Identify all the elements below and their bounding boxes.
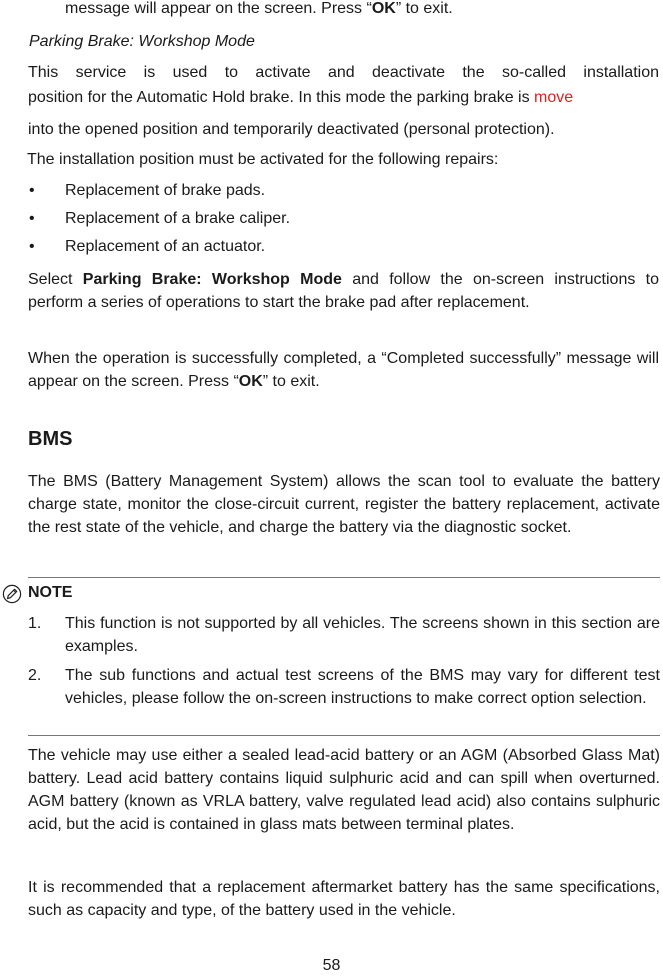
list-item: Replacement of an actuator.	[65, 238, 266, 255]
highlighted-word: move	[534, 89, 574, 106]
bullet-icon: •	[29, 238, 35, 255]
workshop-para-line2: position for the Automatic Hold brake. In this mode the parking brake is move	[28, 89, 574, 106]
note-item: The sub functions and actual test screens of the BMS may vary for different test vehicles, please follow the on-screen instructions to make correct option selection.	[65, 667, 660, 707]
note-item-number: 1.	[28, 615, 42, 632]
bullet-icon: •	[29, 210, 35, 227]
workshop-para-line1: This service is used to activate and deactivate the so-called installation	[28, 64, 659, 81]
battery-para: The vehicle may use either a sealed lead-acid battery or an AGM (Absorbed Glass Mat) battery. Lead acid battery contains liquid sulphuric acid and can spill when overturned. AGM battery (known as VRLA battery, valve regulated lead acid) also contains sulphuric acid, but the acid is contained in glass mats between terminal plates.	[28, 747, 660, 833]
bms-para: The BMS (Battery Management System) allows the scan tool to evaluate the battery charge state, monitor the close-circuit current, register the battery replacement, activate the rest state of the vehicle, and charge the battery via the diagnostic socket.	[28, 473, 660, 536]
completed-para: When the operation is successfully completed, a “Completed successfully” message will appear on the screen. Press “OK” to exit.	[28, 350, 659, 390]
list-item: Replacement of brake pads.	[65, 182, 266, 199]
page-number: 58	[322, 957, 341, 974]
workshop-para-line3: into the opened position and temporarily deactivated (personal protection).	[28, 121, 555, 138]
bms-heading: BMS	[28, 428, 73, 450]
recommend-para: It is recommended that a replacement aftermarket battery has the same specifications, such as capacity and type, of the battery used in the vehicle.	[28, 879, 660, 919]
note-item-number: 2.	[28, 667, 42, 684]
note-top-rule	[28, 577, 660, 578]
note-title: NOTE	[28, 584, 73, 601]
note-item: This function is not supported by all vehicles. The screens shown in this section are examples.	[65, 615, 660, 655]
pencil-icon	[2, 584, 22, 604]
bullet-icon: •	[29, 182, 35, 199]
note-bottom-rule	[28, 735, 660, 736]
list-item: Replacement of a brake caliper.	[65, 210, 291, 227]
select-para: Select Parking Brake: Workshop Mode and follow the on-screen instructions to perform a series of operations to start the brake pad after replacement.	[28, 271, 660, 311]
continued-line: message will appear on the screen. Press “OK” to exit.	[65, 0, 453, 17]
install-intro: The installation position must be activated for the following repairs:	[27, 151, 499, 168]
workshop-mode-heading: Parking Brake: Workshop Mode	[29, 33, 255, 50]
